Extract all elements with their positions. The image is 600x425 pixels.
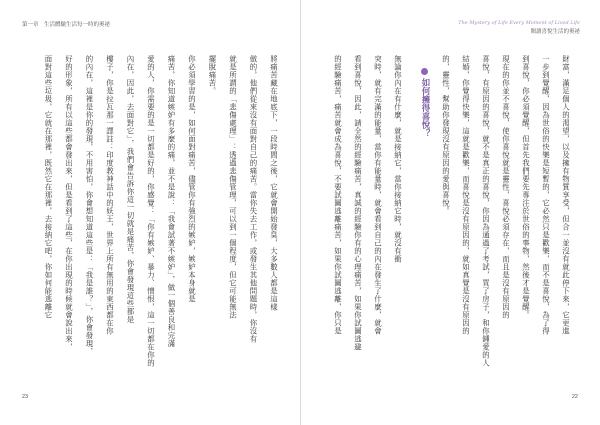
text-column: 一步到覺醒，因為世俗的快樂是短暫的，它必然只是歡樂，而不是喜悅，為了得 [541, 55, 551, 335]
text-column: 就是所謂的「悲傷處理」：透過悲傷管理，可以到一個程度，但它可能無法 [228, 55, 238, 319]
text-column: 的，靈性，幫助你發現沒有原因的愛與喜悅。 [441, 55, 451, 215]
section-heading: 如何擁得喜悅？ [420, 78, 430, 138]
text-column: 結婚，你覺得快樂，這就是歡樂，而喜悅是沒有原因的，就如真覺是沒有原因的 [461, 55, 471, 335]
text-column: 財富，滿足個人的渴望，以及擁有物質享受，但合一並沒有就此停下來，它更進 [561, 55, 571, 335]
left-running-header: 第一章 生活體驗生活每一時的奧祕 [22, 22, 111, 28]
right-running-header: 閱讀喜悅生活的奧祕 [530, 29, 580, 35]
text-column: 現在的你並不喜悅，使你喜悅就是靈性，喜悅必須存在，而且是沒有原因的 [501, 55, 511, 319]
text-column: 痛苦，你知道嫉妒有多麼的痛，並不是說：「我會試著不嫉妒」，做一個善良和完滿 [167, 55, 176, 348]
text-column: 愛的人，你需要的是一切都是好的，你感覺：「你有嫉妒、暴力、憎恨，這一切都在你的 [146, 55, 156, 367]
text-column: 擺脫痛苦。 [208, 55, 217, 95]
text-column: 你必須學習的是，如何面對痛苦，儘管你有強烈的嫉妒，嫉妒本身就是 [187, 55, 197, 303]
text-column: 看到喜悅，因此，請全然的經驗痛苦，真誠的經驗你有的心理痛苦，如果你試圖逃避 [353, 55, 363, 351]
right-running-header-script: The Mystery of Life Every Moment of Lived Life [458, 20, 580, 26]
heading-bullet-icon [421, 68, 428, 75]
right-page [300, 0, 600, 425]
text-column: 將痛苦藏在地底下，一段時間之後，它就會開始發臭，大多數人都是這樣 [269, 55, 279, 311]
text-column: 內在，因此，去面對它」，我們會告訴你這一切就是痛苦，你會發現這些都是 [126, 55, 135, 324]
right-running-header-block [458, 20, 580, 35]
left-page-number: 23 [22, 394, 29, 400]
text-column: 到喜悅，你必須覺醒，但首先我們要先專注於世俗的事物，然後才是覺醒。 [521, 55, 531, 319]
text-column: 面對這些垃圾，它就在那裡，既然它在那裡，去接納它吧，你如何能逃離它 [44, 55, 53, 319]
text-column: 做的，他們從來沒有面對自己的痛苦。當你失去工作，或發生其他問題時，你沒有 [249, 55, 258, 343]
text-column: 的經驗痛苦，痛苦就會成為喜悅，不要試圖逃離痛苦，如果你試圖逃離，你只是 [333, 55, 343, 335]
text-column: 喜悅，有原因的喜悅，就不是真正的喜悅，你因為通過了考試，買了房子，和你鍾愛的人 [481, 55, 491, 367]
text-column: 好的形象，所有以這些都會發出來，但是看到了這些，在你出現的時候就會說出來， [64, 55, 74, 351]
text-column: 突時，就有完滿的能量，當你有能量時，就會看到自己的內在發生了什麼，就會 [373, 55, 383, 335]
text-column: 樓子，你是拉瓦那一譯註：印度教神話中的妖王，世界上所有無用的東西都在你 [105, 55, 115, 335]
text-column: 無論你內在有什麼，就是接納它，當你接納它時，就沒有衝 [393, 55, 403, 263]
right-page-number: 22 [571, 394, 578, 400]
text-column: 的內在，這裡是你的發現，不用害怕，你會想知道這些是：「我是誰？」，你會發現， [85, 55, 94, 356]
